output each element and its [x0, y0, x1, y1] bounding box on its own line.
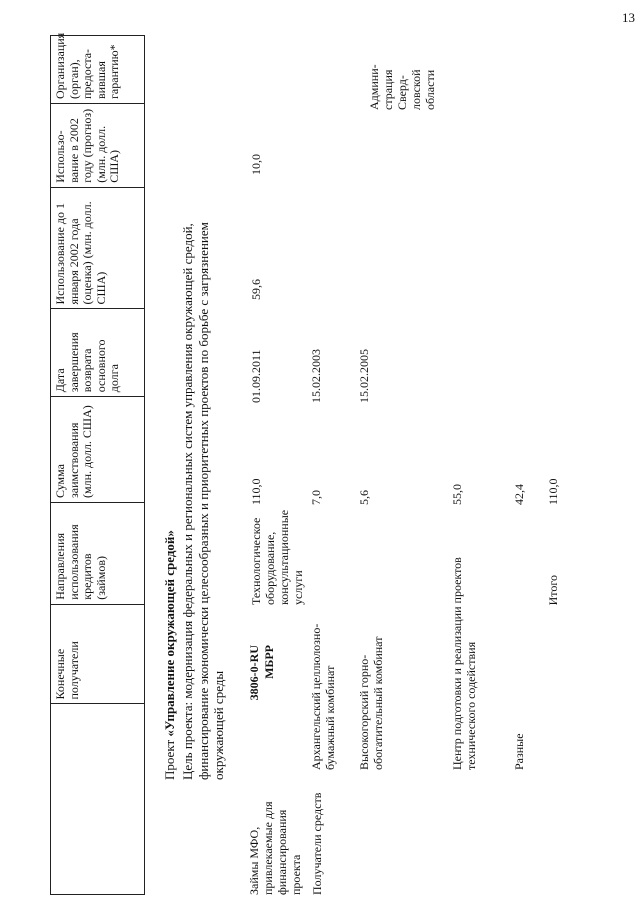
loans-label: Займы МФО, привлекаемые для финансирования проекта	[247, 801, 303, 895]
rotated-page	[50, 15, 640, 895]
loan-direction: Технологическое оборудование, консультационные услуги	[249, 509, 305, 605]
guarantor-name: Админи-страция Сверд-ловской области	[367, 64, 437, 110]
recipient-amount: 42,4	[512, 484, 526, 505]
recipient-date: 15.02.2005	[357, 349, 371, 403]
header-usage-2002: Использо-вание в 2002 году (прогноз) (млн. долл. США)	[51, 104, 144, 188]
loan-amount: 110,0	[249, 478, 263, 505]
recipient-amount: 5,6	[357, 490, 371, 505]
recipient-amount: 7,0	[309, 490, 323, 505]
recipient-name: Архангельский целлюлозно-бумажный комбинат	[309, 623, 337, 770]
project-title-prefix: Проект	[162, 736, 177, 780]
header-guarantor: Организация (орган), предоста-вившая гарантию*	[51, 36, 144, 104]
header-borrowing-amount: Сумма заимствования (млн. долл. США)	[51, 397, 144, 503]
loan-code: 3806-0-RU	[247, 645, 261, 701]
loan-used-2001: 59,6	[249, 279, 263, 300]
recipient-date: 15.02.2003	[309, 349, 323, 403]
loan-date: 01.09.2011	[249, 349, 263, 403]
page-number: 13	[622, 10, 635, 25]
loan-lender: МБРР	[262, 645, 276, 679]
project-goal: Цель проекта: модернизация федеральных и региональных систем управления окружающей средой, финансирование экономически целесообразных и приоритетных проектов по борьбе с загрязнением окружающей среды	[180, 222, 226, 780]
recipient-name: Центр подготовки и реализации проектов технического содействия	[450, 557, 478, 770]
header-final-recipients: Конечные получатели	[51, 605, 144, 705]
loan-used-2002: 10,0	[249, 154, 263, 175]
recipient-name: Разные	[512, 733, 526, 770]
header-usage-2001: Использование до 1 января 2002 года (оценка) (млн. долл. США)	[51, 188, 144, 310]
recipient-amount: 55,0	[450, 484, 464, 505]
header-repayment-date: Дата завершения возврата основного долга	[51, 309, 144, 397]
total-amount: 110,0	[546, 478, 560, 505]
recipient-name: Высокогорский горно-обогатительный комбинат	[357, 636, 385, 770]
header-empty-cell	[51, 705, 144, 895]
table-header	[50, 32, 145, 895]
recipients-label: Получатели средств	[310, 792, 324, 895]
header-loan-directions: Направления использования кредитов (займов)	[51, 503, 144, 605]
project-title	[162, 530, 178, 780]
total-label: Итого	[546, 575, 560, 606]
project-title-name: «Управление окружающей средой»	[162, 530, 177, 737]
